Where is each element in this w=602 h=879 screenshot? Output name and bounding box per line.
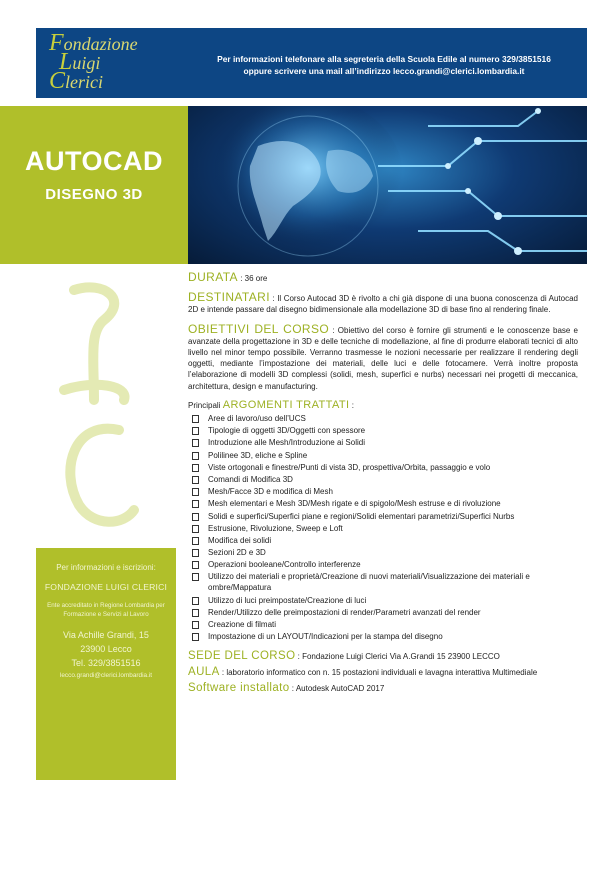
topic-text: Impostazione di un LAYOUT/Indicazioni per la stampa del disegno	[208, 632, 443, 642]
topic-item	[188, 425, 578, 436]
topic-text: Viste ortogonali e finestre/Punti di vista 3D, prospettiva/Orbita, passaggio e volo	[208, 462, 491, 472]
topic-item	[188, 511, 578, 522]
topic-text: Operazioni booleane/Controllo interferenze	[208, 560, 361, 570]
topic-item	[188, 450, 578, 461]
checkbox-bullet-icon	[192, 525, 199, 533]
checkbox-bullet-icon	[192, 415, 199, 423]
sidebar-accreditation: Ente accreditato in Regione Lombardia per Formazione e Servizi al Lavoro	[47, 602, 165, 618]
topic-item	[188, 474, 578, 485]
topic-text: Tipologie di oggetti 3D/Oggetti con spessore	[208, 426, 366, 436]
topic-text: Sezioni 2D e 3D	[208, 548, 266, 558]
checkbox-bullet-icon	[192, 597, 199, 605]
topic-text: Comandi di Modifica 3D	[208, 474, 293, 484]
topic-item	[188, 486, 578, 497]
topic-item	[188, 437, 578, 448]
durata-label: DURATA	[188, 270, 238, 284]
topic-item	[188, 631, 578, 642]
checkbox-bullet-icon	[192, 561, 199, 569]
durata-value: 36 ore	[244, 274, 268, 283]
logo-line-2: Luigi	[59, 49, 101, 75]
software-label: Software installato	[188, 682, 290, 695]
checkbox-bullet-icon	[192, 452, 199, 460]
section-aula: AULA : laboratorio informatico con n. 15 postazioni individuali e lavagna interattiva Multimediale	[188, 666, 538, 679]
destinatari-text: Il Corso Autocad 3D è rivolto a chi già dispone di una buona conoscenza di Autocad 2D e intende passare dal disegno bidimensionale alla modellazione 3D di base fino al rendering finale.	[188, 294, 579, 315]
sidebar-city: 23900 Lecco	[80, 644, 132, 655]
title-panel	[0, 106, 188, 264]
argomenti-prefix: Principali	[188, 400, 221, 410]
checkbox-bullet-icon	[192, 621, 199, 629]
argomenti-heading: Principali ARGOMENTI TRATTATI :	[188, 398, 354, 411]
destinatari-label: DESTINATARI	[188, 290, 270, 305]
checkbox-bullet-icon	[192, 549, 199, 557]
topic-text: Mesh elementari e Mesh 3D/Mesh rigate e di spigolo/Mesh estruse e di rivoluzione	[208, 499, 501, 509]
sidebar-email[interactable]: lecco.grandi@clerici.lombardia.it	[59, 672, 153, 680]
course-details	[188, 272, 578, 698]
checkbox-bullet-icon	[192, 633, 199, 641]
aula-value: laboratorio informatico con n. 15 postazioni individuali e lavagna interattiva Multimediale	[226, 668, 538, 678]
topic-item	[188, 498, 578, 509]
checkbox-bullet-icon	[192, 573, 199, 581]
topic-text: Aree di lavoro/uso dell’UCS	[208, 414, 306, 424]
aula-label: AULA	[188, 666, 220, 679]
sede-label: SEDE DEL CORSO	[188, 650, 296, 663]
software-value: Autodesk AutoCAD 2017	[295, 684, 385, 694]
topic-text: Modifica dei solidi	[208, 535, 272, 545]
topic-text: Render/Utilizzo delle preimpostazioni di render/Parametri avanzati del render	[208, 607, 481, 617]
course-title: AUTOCAD	[25, 146, 163, 176]
topic-item	[188, 462, 578, 473]
sidebar-address: Via Achille Grandi, 15	[63, 630, 149, 641]
topic-text: Introduzione alle Mesh/Introduzione ai Solidi	[208, 438, 365, 448]
checkbox-bullet-icon	[192, 537, 199, 545]
globe-circuit-image	[188, 106, 587, 264]
topic-item	[188, 571, 578, 593]
section-obiettivi: OBIETTIVI DEL CORSO : Obiettivo del corso è fornire gli strumenti e le conoscenze base e avanzate della progettazione in 3D e delle tecniche di modellazione, al fine di produrre elaborati tecnici di alto livello nel minor tempo possibile. Verranno trasmesse le nozioni necessarie per realizzare il rendering degli oggetti, mediante l’impostazione dei materiali, delle luci e delle fotocamere. Verrà inoltre proposta l’elaborazione di modelli 3D complessi (solidi, mesh, superfici e nurbs) necessari nei progetti di meccanica, architettura, design e manufacturing.	[188, 321, 579, 391]
checkbox-bullet-icon	[192, 513, 199, 521]
checkbox-bullet-icon	[192, 500, 199, 508]
obiettivi-label: OBIETTIVI DEL CORSO	[188, 321, 330, 336]
topic-text: Mesh/Facce 3D e modifica di Mesh	[208, 487, 333, 497]
topic-text: Utilizzo di luci preimpostate/Creazione di luci	[208, 595, 367, 605]
argomenti-label: ARGOMENTI TRATTATI	[222, 398, 350, 411]
topic-item	[188, 619, 578, 630]
checkbox-bullet-icon	[192, 464, 199, 472]
logo-line-3: Clerici	[49, 68, 104, 94]
sidebar-phone[interactable]: Tel. 329/3851516	[71, 658, 141, 669]
globe-circuit-illustration	[188, 106, 587, 264]
topic-text: Creazione di filmati	[208, 620, 277, 630]
topic-text: Polilinee 3D, eliche e Spline	[208, 450, 308, 460]
topic-text: Estrusione, Rivoluzione, Sweep e Loft	[208, 523, 343, 533]
sidebar-intro: Per informazioni e iscrizioni:	[56, 563, 156, 572]
course-logistics	[188, 650, 578, 695]
topic-item	[188, 523, 578, 534]
argomenti-list	[188, 413, 578, 642]
section-durata: DURATA : 36 ore	[188, 270, 268, 284]
checkbox-bullet-icon	[192, 488, 199, 496]
contact-sidebar	[36, 548, 176, 780]
section-software: Software installato : Autodesk AutoCAD 2017	[188, 682, 385, 695]
header-info-line-2: oppure scrivere una mail all’indirizzo lecco.grandi@clerici.lombardia.it	[243, 66, 525, 76]
topic-item	[188, 535, 578, 546]
topic-item	[188, 547, 578, 558]
topic-item	[188, 607, 578, 618]
checkbox-bullet-icon	[192, 439, 199, 447]
checkbox-bullet-icon	[192, 427, 199, 435]
course-subtitle: DISEGNO 3D	[45, 186, 143, 203]
checkbox-bullet-icon	[192, 476, 199, 484]
topic-item	[188, 595, 578, 606]
topic-item	[188, 559, 578, 570]
lc-watermark-logo	[34, 270, 154, 540]
checkbox-bullet-icon	[192, 609, 199, 617]
sede-value: Fondazione Luigi Clerici Via A.Grandi 15 23900 LECCO	[302, 652, 500, 662]
topic-item	[188, 413, 578, 424]
fondazione-logo	[49, 30, 169, 94]
topic-text: Utilizzo dei materiali e proprietà/Creazione di nuovi materiali/Visualizzazione dei materiali e ombre/Mappatura	[208, 572, 530, 593]
obiettivi-text: Obiettivo del corso è fornire gli strumenti e le conoscenze base e avanzate della progettazione in 3D e delle tecniche di modellazione, al fine di produrre elaborati tecnici di alto livello nel minor tempo possibile. Verranno trasmesse le nozioni necessarie per realizzare il rendering degli oggetti, mediante l’impostazione dei materiali, delle luci e delle fotocamere. Verrà inoltre proposta l’elaborazione di modelli 3D complessi (solidi, mesh, superfici e nurbs) necessari nei progetti di meccanica, architettura, design e manufacturing.	[188, 325, 579, 391]
section-destinatari: DESTINATARI : Il Corso Autocad 3D è rivolto a chi già dispone di una buona conoscenza di Autocad 2D e intende passare dal disegno bidimensionale alla modellazione 3D di base fino al rendering finale.	[188, 290, 579, 315]
header-banner	[36, 28, 587, 98]
sidebar-org-name: FONDAZIONE LUIGI CLERICI	[44, 582, 168, 592]
logo-line-1: Fondazione	[49, 30, 138, 56]
header-contact-info	[184, 53, 584, 77]
topic-text: Solidi e superfici/Superfici piane e regioni/Solidi elementari parametrizi/Superfici Nurbs	[208, 511, 515, 521]
section-sede: SEDE DEL CORSO : Fondazione Luigi Clerici Via A.Grandi 15 23900 LECCO	[188, 650, 500, 663]
header-info-line-1: Per informazioni telefonare alla segreteria della Scuola Edile al numero 329/3851516	[217, 54, 551, 64]
